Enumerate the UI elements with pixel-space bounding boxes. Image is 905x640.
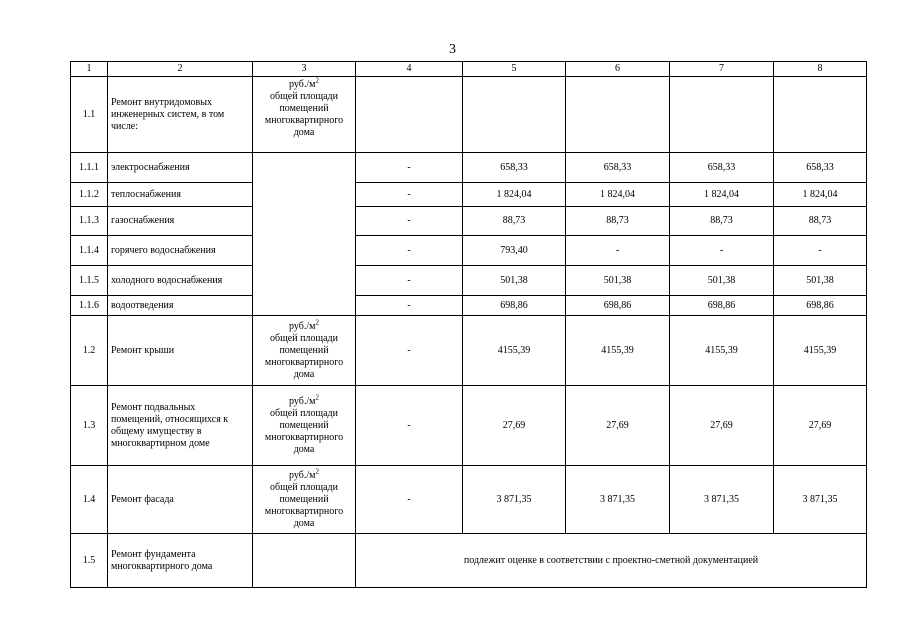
cell-col6: 4155,39 [566, 316, 670, 386]
cell-col5: 3 871,35 [463, 466, 566, 534]
cell-col4: - [356, 236, 463, 266]
row-number: 1.3 [71, 386, 108, 466]
cell-col4: - [356, 266, 463, 296]
cell-col5: 88,73 [463, 207, 566, 236]
unit-exponent: 2 [315, 467, 319, 476]
unit-rest: общей площади помещений многоквартирного дома [264, 407, 344, 455]
row-number: 1.1.6 [71, 296, 108, 316]
unit-cell [253, 77, 356, 153]
cell-col6 [566, 77, 670, 153]
table-row [71, 386, 867, 466]
page-number: 3 [449, 42, 456, 57]
header-cell: 8 [774, 62, 867, 77]
table-row [71, 466, 867, 534]
row-name: Ремонт подвальных помещений, относящихся к общему имуществу в многоквартирном доме [108, 386, 253, 466]
header-cell: 2 [108, 62, 253, 77]
table-row [71, 153, 867, 183]
row-name: водоотведения [108, 296, 253, 316]
cell-col4 [356, 77, 463, 153]
row-number: 1.1.4 [71, 236, 108, 266]
row-number: 1.2 [71, 316, 108, 386]
header-cell: 4 [356, 62, 463, 77]
cell-col4: - [356, 316, 463, 386]
cell-col7: 3 871,35 [670, 466, 774, 534]
row-number: 1.4 [71, 466, 108, 534]
unit-rest: общей площади помещений многоквартирного дома [264, 332, 344, 380]
cell-col7: 698,86 [670, 296, 774, 316]
table-row [71, 316, 867, 386]
cell-col7: 1 824,04 [670, 183, 774, 207]
cell-col7: - [670, 236, 774, 266]
cell-col5: 27,69 [463, 386, 566, 466]
cell-col5: 698,86 [463, 296, 566, 316]
header-cell: 5 [463, 62, 566, 77]
table-row [71, 296, 867, 316]
cell-col8: 27,69 [774, 386, 867, 466]
row-number: 1.1.3 [71, 207, 108, 236]
unit-rest: общей площади помещений многоквартирного дома [264, 91, 344, 138]
cell-col6: 658,33 [566, 153, 670, 183]
unit-exponent: 2 [315, 393, 319, 402]
table-row [71, 534, 867, 588]
header-cell: 3 [253, 62, 356, 77]
table-row [71, 207, 867, 236]
cell-col7: 501,38 [670, 266, 774, 296]
cell-col4: - [356, 296, 463, 316]
row-name: электроснабжения [108, 153, 253, 183]
cell-col8: 658,33 [774, 153, 867, 183]
cell-col5: 793,40 [463, 236, 566, 266]
header-cell: 6 [566, 62, 670, 77]
header-row [71, 62, 867, 77]
cell-col4: - [356, 153, 463, 183]
cell-col6: 27,69 [566, 386, 670, 466]
cell-col6: 3 871,35 [566, 466, 670, 534]
cell-col8 [774, 77, 867, 153]
cell-col8: 1 824,04 [774, 183, 867, 207]
cell-col6: - [566, 236, 670, 266]
unit-line1: руб./м [289, 79, 316, 90]
header-cell: 1 [71, 62, 108, 77]
unit-line1: руб./м [289, 320, 316, 332]
row-name: Ремонт крыши [108, 316, 253, 386]
row-name: теплоснабжения [108, 183, 253, 207]
cell-col7: 658,33 [670, 153, 774, 183]
table-row [71, 266, 867, 296]
table-row [71, 183, 867, 207]
cell-col8: - [774, 236, 867, 266]
unit-cell [253, 466, 356, 534]
cell-col7 [670, 77, 774, 153]
cell-col5: 501,38 [463, 266, 566, 296]
cell-col6: 501,38 [566, 266, 670, 296]
cell-col6: 1 824,04 [566, 183, 670, 207]
table-row [71, 77, 867, 153]
row-name: Ремонт внутридомовых инженерных систем, в том числе: [108, 77, 253, 153]
unit-rest: общей площади помещений многоквартирного дома [264, 481, 344, 529]
cell-col8: 501,38 [774, 266, 867, 296]
cell-col8: 698,86 [774, 296, 867, 316]
table-row [71, 236, 867, 266]
row-name: холодного водоснабжения [108, 266, 253, 296]
cell-col4: - [356, 207, 463, 236]
cell-col6: 698,86 [566, 296, 670, 316]
cell-col7: 88,73 [670, 207, 774, 236]
unit-line1: руб./м [289, 395, 316, 407]
unit-cell [253, 316, 356, 386]
row-number: 1.1.1 [71, 153, 108, 183]
cell-col4: - [356, 466, 463, 534]
cell-col8: 88,73 [774, 207, 867, 236]
row-name: газоснабжения [108, 207, 253, 236]
row-number: 1.1 [71, 77, 108, 153]
cell-col4: - [356, 386, 463, 466]
cell-col5 [463, 77, 566, 153]
unit-line1: руб./м [289, 469, 316, 481]
unit-exponent: 2 [315, 318, 319, 327]
cost-table [70, 61, 867, 588]
header-cell: 7 [670, 62, 774, 77]
cell-col7: 4155,39 [670, 316, 774, 386]
unit-cell-empty [253, 534, 356, 588]
row-number: 1.5 [71, 534, 108, 588]
row-name: Ремонт фундамента многоквартирного дома [108, 534, 253, 588]
unit-exponent: 2 [315, 76, 319, 85]
row-name: Ремонт фасада [108, 466, 253, 534]
cell-col6: 88,73 [566, 207, 670, 236]
unit-cell-empty [253, 153, 356, 316]
cell-col5: 1 824,04 [463, 183, 566, 207]
row-number: 1.1.2 [71, 183, 108, 207]
cell-col5: 658,33 [463, 153, 566, 183]
cell-col8: 4155,39 [774, 316, 867, 386]
row-number: 1.1.5 [71, 266, 108, 296]
cell-col5: 4155,39 [463, 316, 566, 386]
cell-col8: 3 871,35 [774, 466, 867, 534]
row-name: горячего водоснабжения [108, 236, 253, 266]
merged-note: подлежит оценке в соответствии с проектно-сметной документацией [356, 534, 867, 588]
cell-col4: - [356, 183, 463, 207]
cell-col7: 27,69 [670, 386, 774, 466]
unit-cell [253, 386, 356, 466]
